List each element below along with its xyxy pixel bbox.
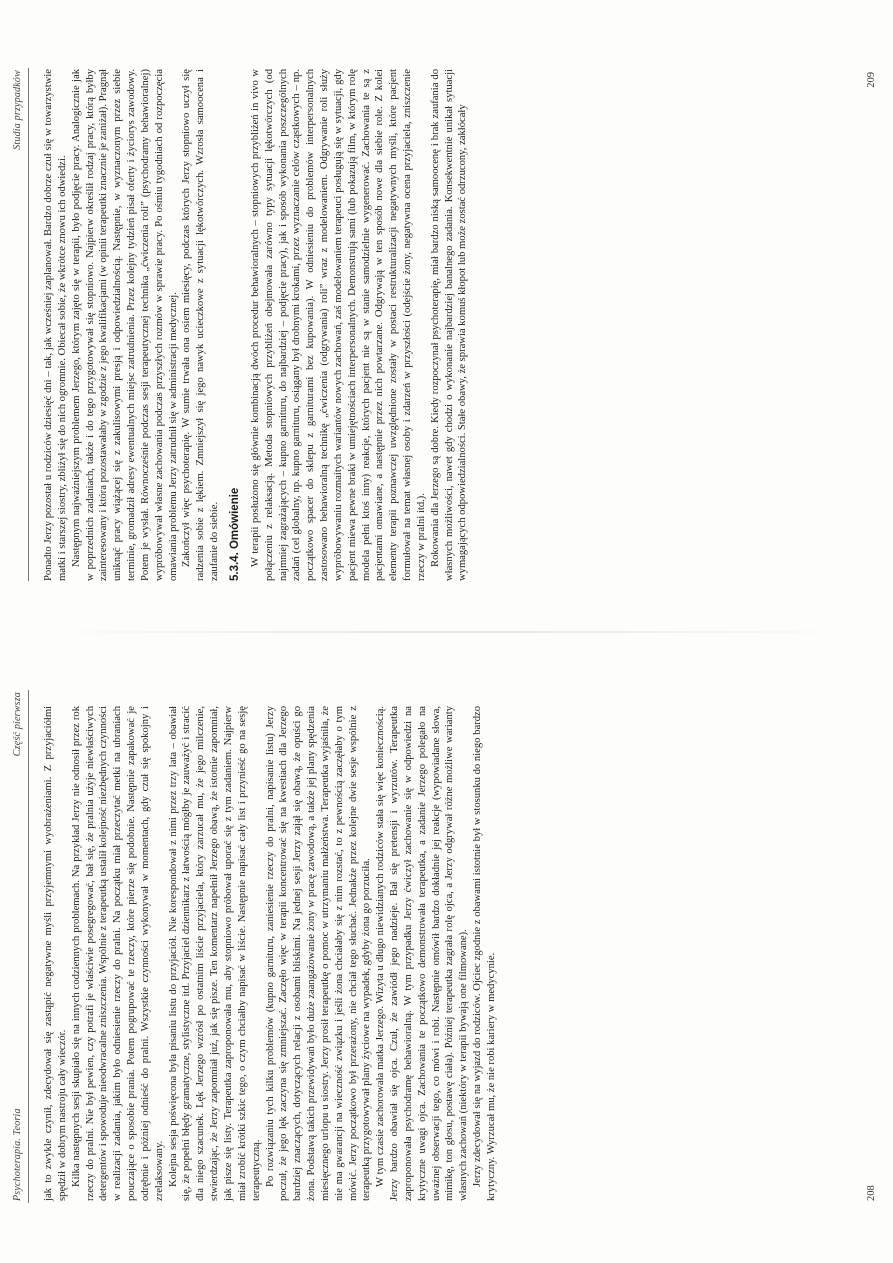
paragraph: Kolejna sesja poświęcona była pisaniu listu do przyjaciół. Nie korespondował z nimi przez trzy lata – obawiał się, że popełni błędy gramatyczne, stylistyczne itd. Przyjaciel dziennikarz z łatwością mógłby je zauważyć i stracić dla niego szacunek. Lęk Jerzego wzrósł po ostatnim liście przyjaciela, który zarzucał mu, że jego milczenie, stwierdzając, że Jerzy zapomniał już, jak się pisze. Ten komentarz napełnił Jerzego obawą, że istotnie zapomniał, jak pisze się listy. Terapeutka zaproponowała mu, aby stopniowo próbował uporać się z tym zadaniem. Najpierw miał zrobić krótki szkic tego, o czym chciałby napisać w liście. Następnie napisać cały list i przynieść go na sesję terapeutyczną. (167, 706, 262, 1201)
right-text-block (42, 69, 470, 581)
running-head-left: Psychoterapia. Teoria (12, 1108, 23, 1201)
paragraph: jak to zwykle czynił, zdecydował się zastąpić negatywne myśli przyjemnymi wyobrażeniami. Z przyjaciółmi spędził w dobrym nastroju cały wieczór. (43, 706, 68, 1201)
header-rule (28, 690, 29, 1203)
paragraph: Zakończył więc psychoterapię. W sumie trwała ona osiem miesięcy, podczas których Jerzy stopniowo uczył się radzenia sobie z lękiem. Zmniejszył się jego nawyk ucieczkowe z sytuacji lękotwórczych. Wzrosła samoocena i zaufanie do siebie. (181, 69, 221, 581)
running-head-part: Część pierwsza (12, 692, 23, 757)
paragraph: Po rozwiązaniu tych kilku problemów (kupno garnituru, zaniesienie rzeczy do pralni, napisanie listu) Jerzy poczuł, że jego lęk zaczyna się zmniejszać. Zaczęło więc w terapii koncentrować się na kwestiach dla Jerzego bardziej znaczących, dotyczących relacji z osobami bliskimi. Na jednej sesji Jerzy zajął się obawą, że opuści go żona. Podstawą takich przewidywań było duże zaangażowanie żony w pracę zawodową, a także jej plany spędzenia miesięcznego urlopu u siostry. Jerzy prosił terapeutkę o pomoc w utrzymaniu małżeństwa. Terapeutka wyjaśniła, że nie ma gwarancji na wieczność związku i jeśli żona chciałaby się z nim rozstać, to z pewnością zaczęłaby o tym mówić. Jerzy początkowo był przerażony, nie chciał tego słuchać. Jednakże przez kolejne dwie sesje wspólnie z terapeutką przygotowywał plany życiowe na wypadek, gdyby żona go porzuciła. (264, 706, 373, 1201)
paragraph: Następnym najważniejszym problemem Jerzego, którym zajęto się w terapii, było podjęcie pracy. Analogicznie jak w poprzednich zadaniach, także i do tego przygotowywał się stopniowo. Najpierw określił rodzaj pracy, którą byłby zainteresowany i która pozostawałaby w zgodzie z jego kwalifikacjami (w opinii terapeutki znacznie je zaniżał). Pragnął uniknąć pracy wiążącej się z zakulisowymi presją i odpowiedzialnością. Następnie, w wyznaczonym przez siebie terminie, gromadził adresy ewentualnych miejsc zatrudnienia. Przez kolejny tydzień pisał oferty i życiorys zawodowy. Potem je wysłał. Równocześnie podczas sesji terapeutycznej technika „ćwiczenia roli” (psychodramy behawioralnej) wypróbowywał własne zachowania podczas przyszłych rozmów w sprawie pracy. Po ośmiu tygodniach od rozpoczęcia omawiania problemu Jerzy zatrudnił się w administracji medycznej. (70, 69, 179, 581)
paragraph: Kilka następnych sesji skupiało się na innych codziennych problemach. Na przykład Jerzy nie odnosił przez rok rzeczy do pralni. Nie był pewien, czy potrafi je właściwie posegregować, bał się, że pralnia użyje niewłaściwych detergentów i spowoduje nieodwracalne zniszczenia. Wspólnie z terapeutką ustalił kolejność niezbędnych czynności w realizacji zadania, jakim było odniesienie rzeczy do pralni. Na początku miał przeczytać metki na ubraniach pouczające o sposobie prania. Potem pogrupować te rzeczy, które pierze się podobnie. Następnie zapakować je odrębnie i później odnieść do pralni. Wszystkie czynności wykonywał w momentach, gdy czuł się spokojny i zrelaksowany. (70, 706, 165, 1201)
page-number-left: 208 (866, 1185, 877, 1201)
paragraph: Ponadto Jerzy pozostał u rodziców dziesięć dni – tak, jak wcześniej zaplanował. Bardzo dobrze czuł się w towarzystwie matki i starszej siostry, zbliżył się do nich ogromnie. Obiecał sobie, że wkrótce znowu ich odwiedzi. (43, 69, 68, 581)
running-head-right: Studia przypadków (12, 70, 23, 150)
right-page (0, 0, 893, 631)
paragraph: Jerzy zdecydował się na wyjazd do rodziców. Ojciec zgodnie z obawami istotnie był w stosunku do niego bardzo krytyczny. Wyrzucał mu, że nie robi kariery w medycynie. (472, 706, 497, 1201)
paragraph: W tym czasie zachorowała matka Jerzego. Wizyta u długo niewidzianych rodziców stała się więc koniecznością. Jerzy bardzo obawiał się ojca. Czuł, że zawiódł jego nadzieje. Bał się pretensji i wyrzutów. Terapeutka zaproponowała psychodramę behawioralną. W tym przypadku Jerzy ćwiczył zachowanie się w odpowiedzi na krytyczne uwagi ojca. Zachowania te początkowo demonstrowała terapeutka, a zadanie Jerzego polegało na uważnej obserwacji tego, co mówi i robi. Następnie omówił bardzo dokładnie jej reakcje (wypowiadane słowa, mimikę, ton głosu, postawę ciała). Później terapeutka zagrała rolę ojca, a Jerzy odgrywał różne możliwe warianty własnych zachowań (niektóry w terapii bywają one filmowane). (375, 706, 470, 1201)
paragraph: Rokowania dla Jerzego są dobre. Kiedy rozpoczynał psychoterapię, miał bardzo niską samoocenę i brak zaufania do własnych możliwości, nawet gdy chodzi o wykonanie najbardziej banalnego zadania. Konsekwentnie unikał sytuacji wymagających odpowiedzialności. Stałe obawy, że sprawia komuś kłopot lub może zostać odrzucony, zakłócały (429, 69, 469, 581)
section-heading: 5.3.4. Omówienie (228, 487, 241, 581)
left-page (0, 632, 893, 1263)
page-number-right: 209 (866, 72, 877, 88)
paragraph: W terapii posłużono się głównie kombinacją dwóch procedur behawioralnych – stopniowych przybliżeń in vivo w połączeniu z relaksacją. Metoda stopniowych przybliżeń obejmowała zarówno typy sytuacji lękotwórczych (od najmniej zagrażających – kupno garnituru, do najbardziej – podjęcie pracy), jak i sposób wykonania poszczególnych zadań (cel globalny, np. kupno garnituru, osiągany był drobnymi krokami, przez wyznaczanie celów cząstkowych – np. początkowo spacer do sklepu z garniturami bez kupowania). W odniesieniu do problemów interpersonalnych zastosowano behawioralną technikę „ćwiczenia (odgrywania) roli” wraz z modelowaniem. Odgrywanie roli służy wypróbowywaniu rozmaitych wariantów nowych zachowań, zaś modelowaniem terapeuci posługują się w sytuacji, gdy pacjent miewa pewne braki w umiejętnościach interpersonalnych. Demonstrują sami (lub pokazują film, w którym rolę modela pełni ktoś inny) reakcje, których pacjent nie są w stanie samodzielnie wygenerować. Zachowania te są z pacjentami omawiane, a następnie przez nich powtarzane. Odgrywają w ten sposób nowe dla siebie role. Z kolei elementy terapii poznawczej uwzględnione zostały w postaci restrukturalizacji negatywnych myśli, które pacjent formułował na temat własnej osoby i zdarzeń w przyszłości (odejście żony, negatywna ocena przyjaciela, zniszczenie rzeczy w pralni itd.). (249, 69, 427, 581)
book-gutter (40, 631, 860, 633)
header-rule (28, 68, 29, 581)
left-text-block (42, 706, 499, 1201)
